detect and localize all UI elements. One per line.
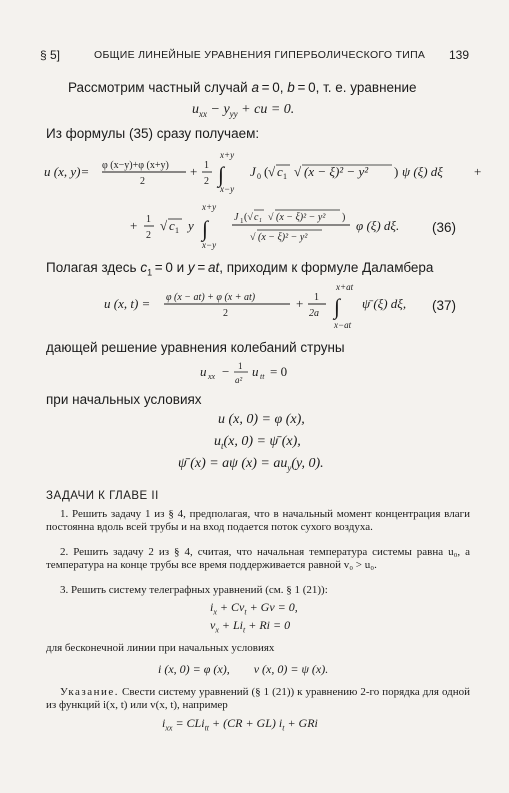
- hint-text: Свести систему уравнений (§ 1 (21)) к уравнению 2-го порядка для одной из функций i(x, t) или v(x, t), например: [46, 686, 470, 711]
- section-title: ЗАДАЧИ К ГЛАВЕ II: [46, 490, 159, 502]
- svg-text:φ (ξ) dξ.: φ (ξ) dξ.: [356, 218, 400, 233]
- equation-37: [104, 278, 424, 332]
- paragraph-special-case: Рассмотрим частный случай a = 0, b = 0, т. е. уравнение: [68, 80, 417, 95]
- svg-text:2: 2: [223, 308, 228, 319]
- svg-text:∫: ∫: [218, 162, 225, 187]
- svg-text:u (x, y)=: u (x, y)=: [44, 164, 90, 179]
- svg-text:1: 1: [175, 226, 179, 235]
- svg-text:0: 0: [257, 172, 261, 181]
- svg-text:J: J: [250, 164, 256, 179]
- equation-tag-36: (36): [432, 220, 457, 235]
- svg-text:∫: ∫: [334, 294, 341, 319]
- svg-text:u: u: [252, 364, 259, 379]
- svg-text:(x − ξ)² − y²: (x − ξ)² − y²: [276, 212, 326, 223]
- paragraph-dalembert: Полагая здесь $c_1 = 0$ и y = at, приходим к формуле Даламбера: [46, 260, 434, 278]
- equation-wave-graphic: [200, 356, 320, 386]
- svg-text:): ): [342, 212, 346, 223]
- svg-text:(√: (√: [244, 212, 253, 223]
- svg-text:1: 1: [283, 172, 287, 181]
- svg-text:xx: xx: [208, 372, 216, 381]
- svg-text:a²: a²: [235, 375, 243, 385]
- svg-text:∫: ∫: [202, 216, 209, 241]
- svg-text:x+y: x+y: [220, 150, 235, 160]
- svg-text:1: 1: [238, 361, 243, 371]
- paragraph-from-formula: Из формулы (35) сразу получаем:: [46, 126, 260, 141]
- hint-label: Указание.: [60, 686, 120, 698]
- paragraph-infinite-line: для бесконечной линии при начальных условиях: [46, 642, 275, 654]
- page-number: 139: [448, 48, 469, 62]
- equation-wave: [200, 356, 320, 386]
- running-title: ОБЩИЕ ЛИНЕЙНЫЕ УРАВНЕНИЯ ГИПЕРБОЛИЧЕСКОГО ТИПА: [94, 49, 426, 61]
- svg-text:1: 1: [240, 217, 244, 225]
- running-header: [40, 48, 469, 68]
- task-2: 2. Решить задачу 2 из § 4, считая, что начальная температура системы равна u₀, а температура на конце трубы все время поддерживается равной v₀ > u₀.: [46, 546, 470, 571]
- svg-text:√: √: [294, 164, 302, 179]
- svg-text:y: y: [188, 218, 194, 233]
- equation-second-order: $i_{xx} = CLi_{tt} + (CR + GL) i_t$ + GRi: [162, 716, 318, 733]
- svg-text:(x − ξ)² − y²: (x − ξ)² − y²: [258, 232, 308, 243]
- equation-ic-2: $u_t(x$, 0) = ψ̄ (x),: [214, 434, 301, 451]
- svg-text:2: 2: [140, 176, 145, 187]
- svg-text:(x − ξ)² − y²: (x − ξ)² − y²: [304, 164, 369, 179]
- svg-text:= 0: = 0: [270, 364, 288, 379]
- equation-telegraph-2: $v_x + Li_t + Ri = 0$: [210, 618, 291, 635]
- svg-text:√: √: [250, 232, 256, 243]
- svg-text:−: −: [222, 364, 230, 379]
- equation-tag-37: (37): [432, 298, 457, 313]
- svg-text:x−y: x−y: [220, 184, 235, 194]
- svg-text:): ): [394, 164, 399, 179]
- svg-text:x−at: x−at: [334, 320, 352, 330]
- svg-text:ψ̄ (ξ) dξ,: ψ̄ (ξ) dξ,: [362, 296, 407, 311]
- svg-text:1: 1: [204, 160, 209, 171]
- equation-ic-3: ψ̄ (x) = aψ $(x) = au_y(y$, 0).: [178, 456, 324, 473]
- paragraph-string-equation: дающей решение уравнения колебаний струны: [46, 340, 345, 355]
- svg-text:φ (x − at) + φ (x + at): φ (x − at) + φ (x + at): [166, 292, 256, 303]
- equation-telegraph-1: $i_x + Cv_t + Gv = 0$,: [210, 600, 298, 617]
- svg-text:(: (: [264, 164, 269, 179]
- svg-text:x−y: x−y: [202, 240, 217, 250]
- svg-text:√: √: [268, 164, 276, 179]
- equation-36-line-1: [44, 146, 504, 194]
- svg-text:√: √: [268, 212, 274, 223]
- svg-text:J: J: [234, 212, 239, 223]
- svg-text:+: +: [190, 164, 198, 179]
- svg-text:tt: tt: [260, 372, 265, 381]
- equation-1: $u_{xx} - y_{yy}$ + cu = 0.: [192, 102, 295, 119]
- svg-text:1: 1: [314, 292, 319, 303]
- paragraph-initial-conditions: при начальных условиях: [46, 392, 202, 407]
- svg-text:+: +: [130, 218, 138, 233]
- svg-text:c₁: c₁: [254, 212, 262, 223]
- svg-text:u (x, t) =: u (x, t) =: [104, 296, 151, 311]
- svg-text:x+at: x+at: [336, 282, 354, 292]
- svg-text:+: +: [296, 296, 304, 311]
- task-3: 3. Решить систему телеграфных уравнений (см. § 1 (21)):: [60, 584, 328, 596]
- svg-text:√: √: [160, 218, 168, 233]
- equation-telegraph-ic: i (x, 0) = φ (x), v (x, 0) = ψ (x).: [158, 662, 329, 676]
- svg-text:c: c: [277, 164, 283, 179]
- task-1: 1. Решить задачу 1 из § 4, предполагая, что в начальный момент концентрация влаги постоянна вдоль всей трубы и на вход подается поток сухого воздуха.: [46, 508, 470, 533]
- section-ref: § 5]: [40, 48, 61, 62]
- svg-text:2: 2: [204, 176, 209, 187]
- svg-text:x+y: x+y: [202, 202, 217, 212]
- equation-37-graphic: [104, 278, 424, 332]
- svg-text:c: c: [169, 218, 175, 233]
- svg-text:φ (x−y)+φ (x+y): φ (x−y)+φ (x+y): [102, 160, 169, 171]
- svg-text:1: 1: [146, 214, 151, 225]
- hint: [46, 686, 470, 712]
- svg-text:+: +: [474, 164, 482, 179]
- equation-36-line-1-graphic: [44, 146, 504, 194]
- svg-text:2: 2: [146, 230, 151, 241]
- svg-text:2a: 2a: [309, 308, 319, 319]
- svg-text:ψ (ξ) dξ: ψ (ξ) dξ: [402, 164, 443, 179]
- svg-text:u: u: [200, 364, 207, 379]
- equation-ic-1: u (x, 0) = φ (x),: [218, 412, 305, 427]
